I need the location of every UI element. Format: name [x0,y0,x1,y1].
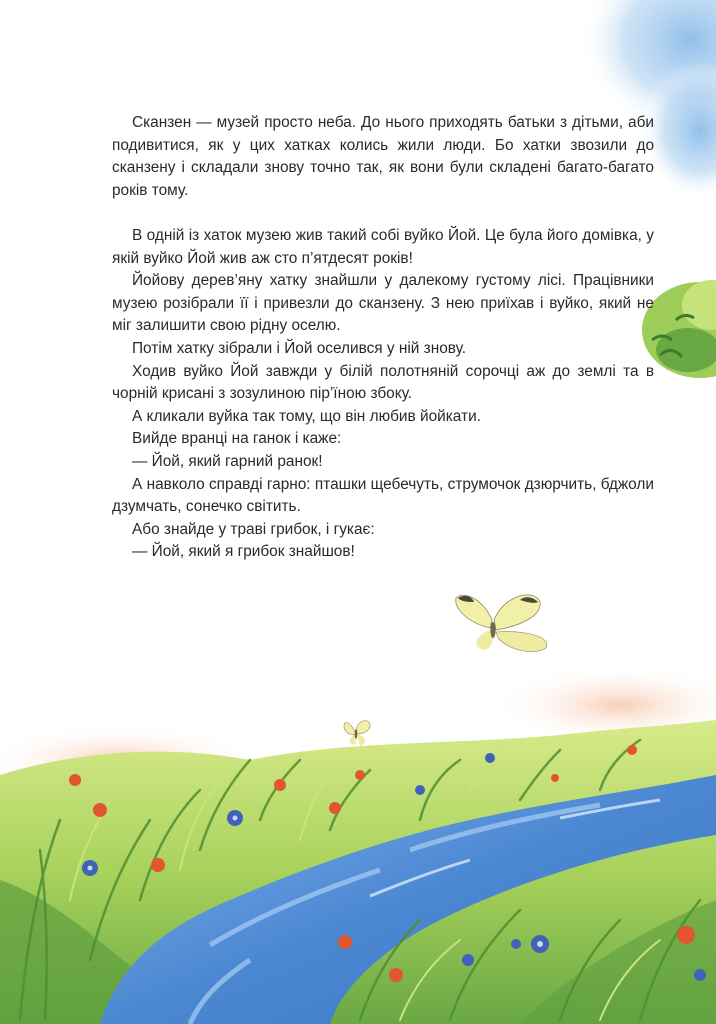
paragraph: А кликали вуйка так тому, що він любив йойкати. [132,407,481,425]
paragraph: В одній із хаток музею жив такий собі вуйко Йой. Це була його домівка, у якій вуйко Йой жив аж сто п’ятдесят років! [112,226,654,267]
dialogue-line: — Йой, який я грибок знайшов! [132,543,355,561]
paragraph: Потім хатку зібрали і Йой оселився у ній знову. [132,339,467,357]
paragraph: А навколо справді гарно: пташки щебечуть, струмочок дзюрчить, бджоли дзумчать, сонечко світить. [112,475,654,516]
butterfly-large [456,595,547,652]
story-text [112,112,654,564]
paragraph: Ходив вуйко Йой завжди у білій полотняній сорочці аж до землі та в чорній крисані з зозулиною пір’їною збоку. [112,362,654,403]
paragraph: Вийде вранці на ганок і каже: [132,430,342,448]
paragraph: Сканзен — музей просто неба. До нього приходять батьки з дітьми, аби подивитися, як у цих хатках колись жили люди. Бо хатки звозили до сканзену і складали знову точно так, як вони були складені багато-багато років тому. [112,114,654,199]
butterfly-small [344,721,370,746]
dialogue-line: — Йой, який гарний ранок! [132,452,323,470]
paragraph: Або знайде у траві грибок, і гукає: [132,520,375,538]
paragraph: Йойову дерев’яну хатку знайшли у далекому густому лісі. Працівники музею розібрали її і привезли до сканзену. З нею приїхав і вуйко, який не міг залишити свою рідну оселю. [112,272,654,335]
